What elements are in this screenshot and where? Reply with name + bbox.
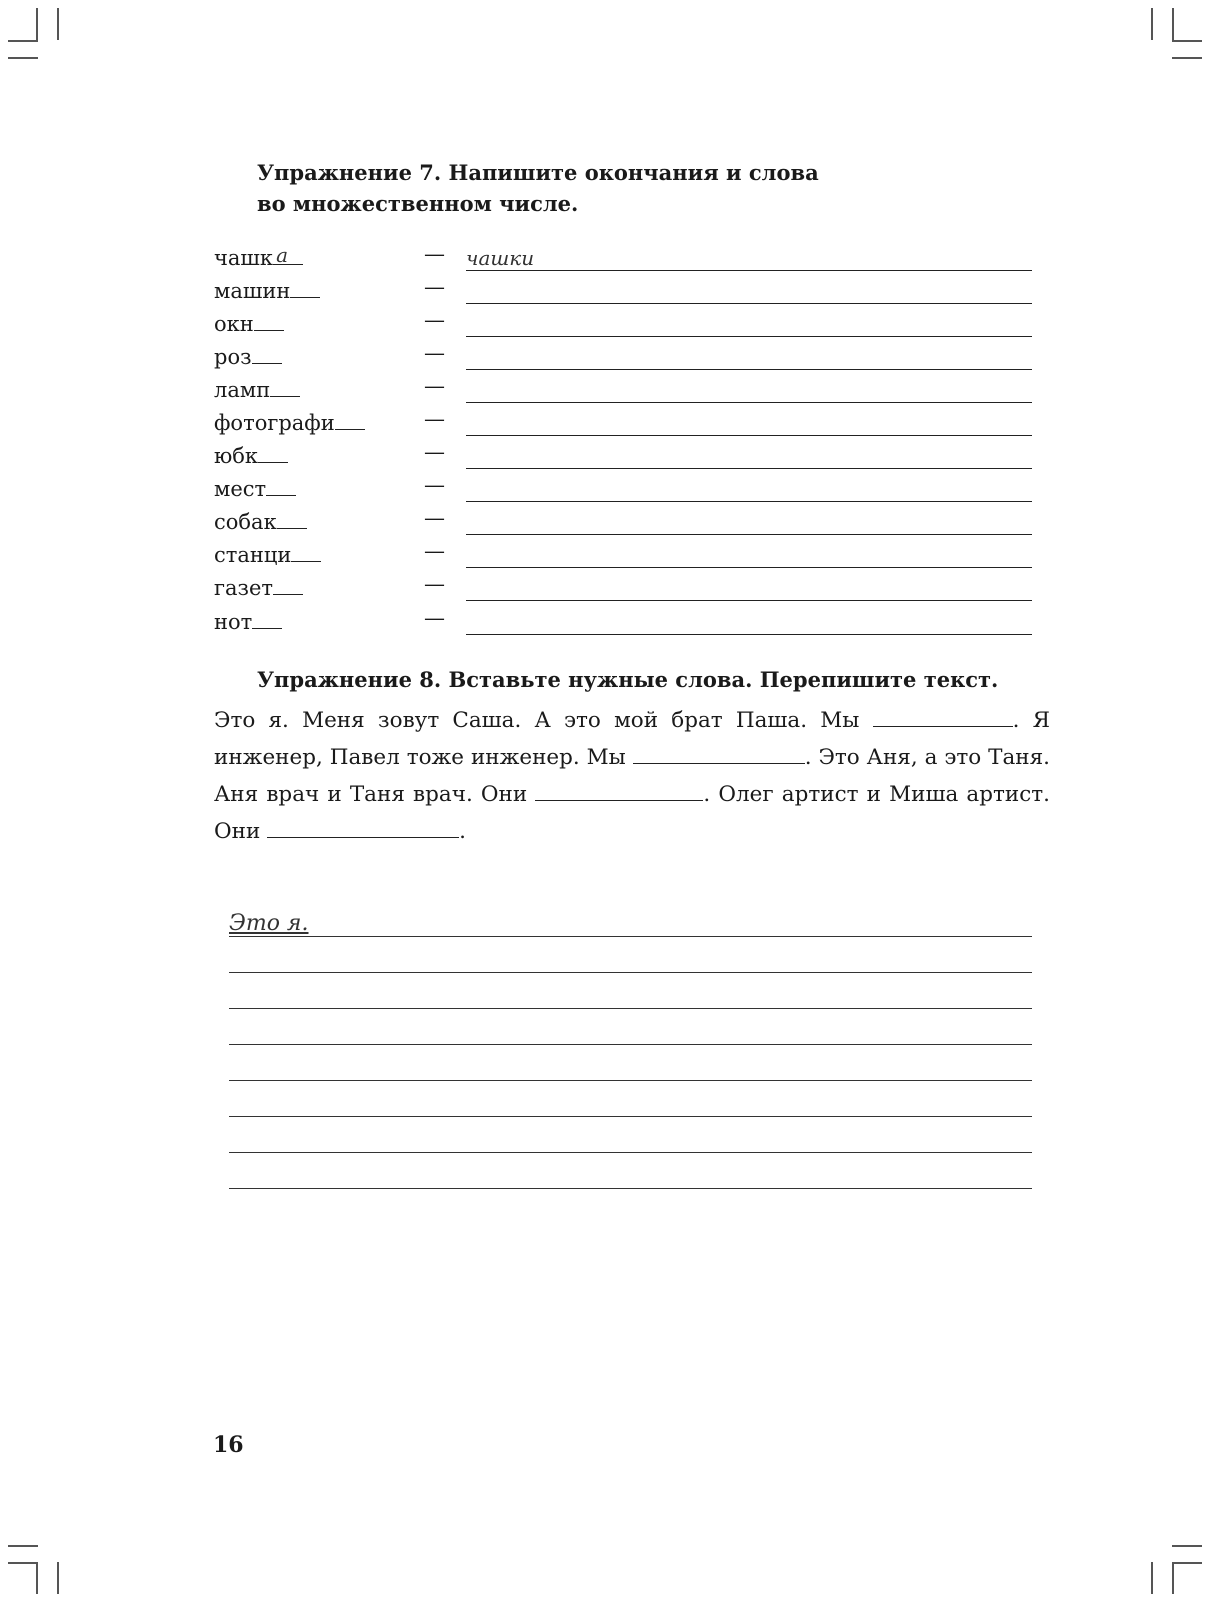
word-stem: окн [214,312,254,336]
text-part: . Я инженер, Павел тоже инженер. Мы [214,708,1050,770]
crop-mark [36,1562,38,1594]
dash: — [424,506,445,530]
fill-blank[interactable] [267,820,459,838]
plural-field[interactable] [466,343,1032,370]
list-item [214,436,1032,469]
dash: — [424,374,445,398]
crop-mark [8,1545,38,1547]
writing-line[interactable] [229,978,1032,1009]
dash: — [424,440,445,464]
handwritten-plural: чашки [466,246,535,270]
word-stem: газет [214,576,274,600]
writing-line[interactable] [229,942,1032,973]
writing-line[interactable] [229,1014,1032,1045]
writing-line[interactable] [229,1158,1032,1189]
plural-field[interactable] [466,244,1032,271]
list-item [214,469,1032,502]
list-item [214,602,1032,635]
word-stem: чашк [214,246,274,270]
dash: — [424,275,445,299]
dash: — [424,242,445,266]
text-part: . Это Аня, а это Таня. Аня врач и Таня врач. Они [214,745,1050,807]
crop-mark [1151,1562,1153,1594]
crop-mark [1172,40,1202,42]
dash: — [424,572,445,596]
crop-mark [57,1562,59,1594]
crop-mark [8,40,38,42]
plural-field[interactable] [466,574,1032,601]
ending-field[interactable] [290,279,320,298]
list-item [214,403,1032,436]
plural-field[interactable] [466,409,1032,436]
crop-mark [57,8,59,40]
plural-field[interactable] [466,310,1032,337]
plural-field[interactable] [466,277,1032,304]
page-number: 16 [213,1432,244,1458]
crop-mark [36,8,38,40]
ending-field[interactable] [273,576,303,595]
writing-line[interactable] [229,906,1032,937]
exercise-7-title [257,157,819,219]
plural-field[interactable] [466,608,1032,635]
ending-field[interactable] [252,345,282,364]
ending-field[interactable] [273,243,303,267]
word-stem: юбк [214,444,259,468]
ending-field[interactable] [335,411,365,430]
dash: — [424,606,445,630]
word-stem: нот [214,610,253,634]
ending-field[interactable] [252,610,282,629]
fill-blank[interactable] [873,709,1013,727]
ending-field[interactable] [291,543,321,562]
text-part: Это я. Меня зовут Саша. А это мой брат Паша. Мы [214,708,873,733]
word-stem: фотографи [214,411,335,435]
dash: — [424,473,445,497]
list-item [214,271,1032,304]
crop-mark [1172,1562,1174,1594]
exercise-7-title-line2: во множественном числе. [257,191,579,216]
list-item [214,370,1032,403]
ending-field[interactable] [270,378,300,397]
list-item [214,502,1032,535]
word-stem: мест [214,477,267,501]
crop-mark [1172,1545,1202,1547]
list-item [214,238,1032,271]
text-part: . Олег артист и Миша артист. Они [214,782,1050,844]
writing-line[interactable] [229,1050,1032,1081]
ending-field[interactable] [266,477,296,496]
exercise-8-text [214,702,1050,850]
ending-field[interactable] [258,444,288,463]
plural-field[interactable] [466,541,1032,568]
exercise-8-title: Упражнение 8. Вставьте нужные слова. Перепишите текст. [257,667,999,692]
crop-mark [1172,57,1202,59]
crop-mark [1172,8,1174,40]
plural-field[interactable] [466,376,1032,403]
crop-mark [1151,8,1153,40]
crop-mark [8,57,38,59]
plural-field[interactable] [466,442,1032,469]
dash: — [424,407,445,431]
dash: — [424,308,445,332]
fill-blank[interactable] [633,746,805,764]
word-stem: машин [214,279,291,303]
plural-field[interactable] [466,475,1032,502]
writing-line[interactable] [229,1086,1032,1117]
list-item [214,304,1032,337]
list-item [214,535,1032,568]
plural-field[interactable] [466,508,1032,535]
exercise-7-title-line1: Упражнение 7. Напишите окончания и слова [257,160,819,185]
word-stem: ламп [214,378,271,402]
handwritten-ending: а [276,243,288,267]
crop-mark [1172,1562,1202,1564]
word-stem: станци [214,543,292,567]
writing-line[interactable] [229,1122,1032,1153]
dash: — [424,539,445,563]
crop-mark [8,1562,38,1564]
ending-field[interactable] [277,510,307,529]
dash: — [424,341,445,365]
word-stem: собак [214,510,277,534]
fill-blank[interactable] [535,783,703,801]
ending-field[interactable] [254,312,284,331]
handwritten-text: Это я. [229,911,309,936]
text-part: . [459,819,466,844]
list-item [214,568,1032,601]
word-stem: роз [214,345,252,369]
list-item [214,337,1032,370]
